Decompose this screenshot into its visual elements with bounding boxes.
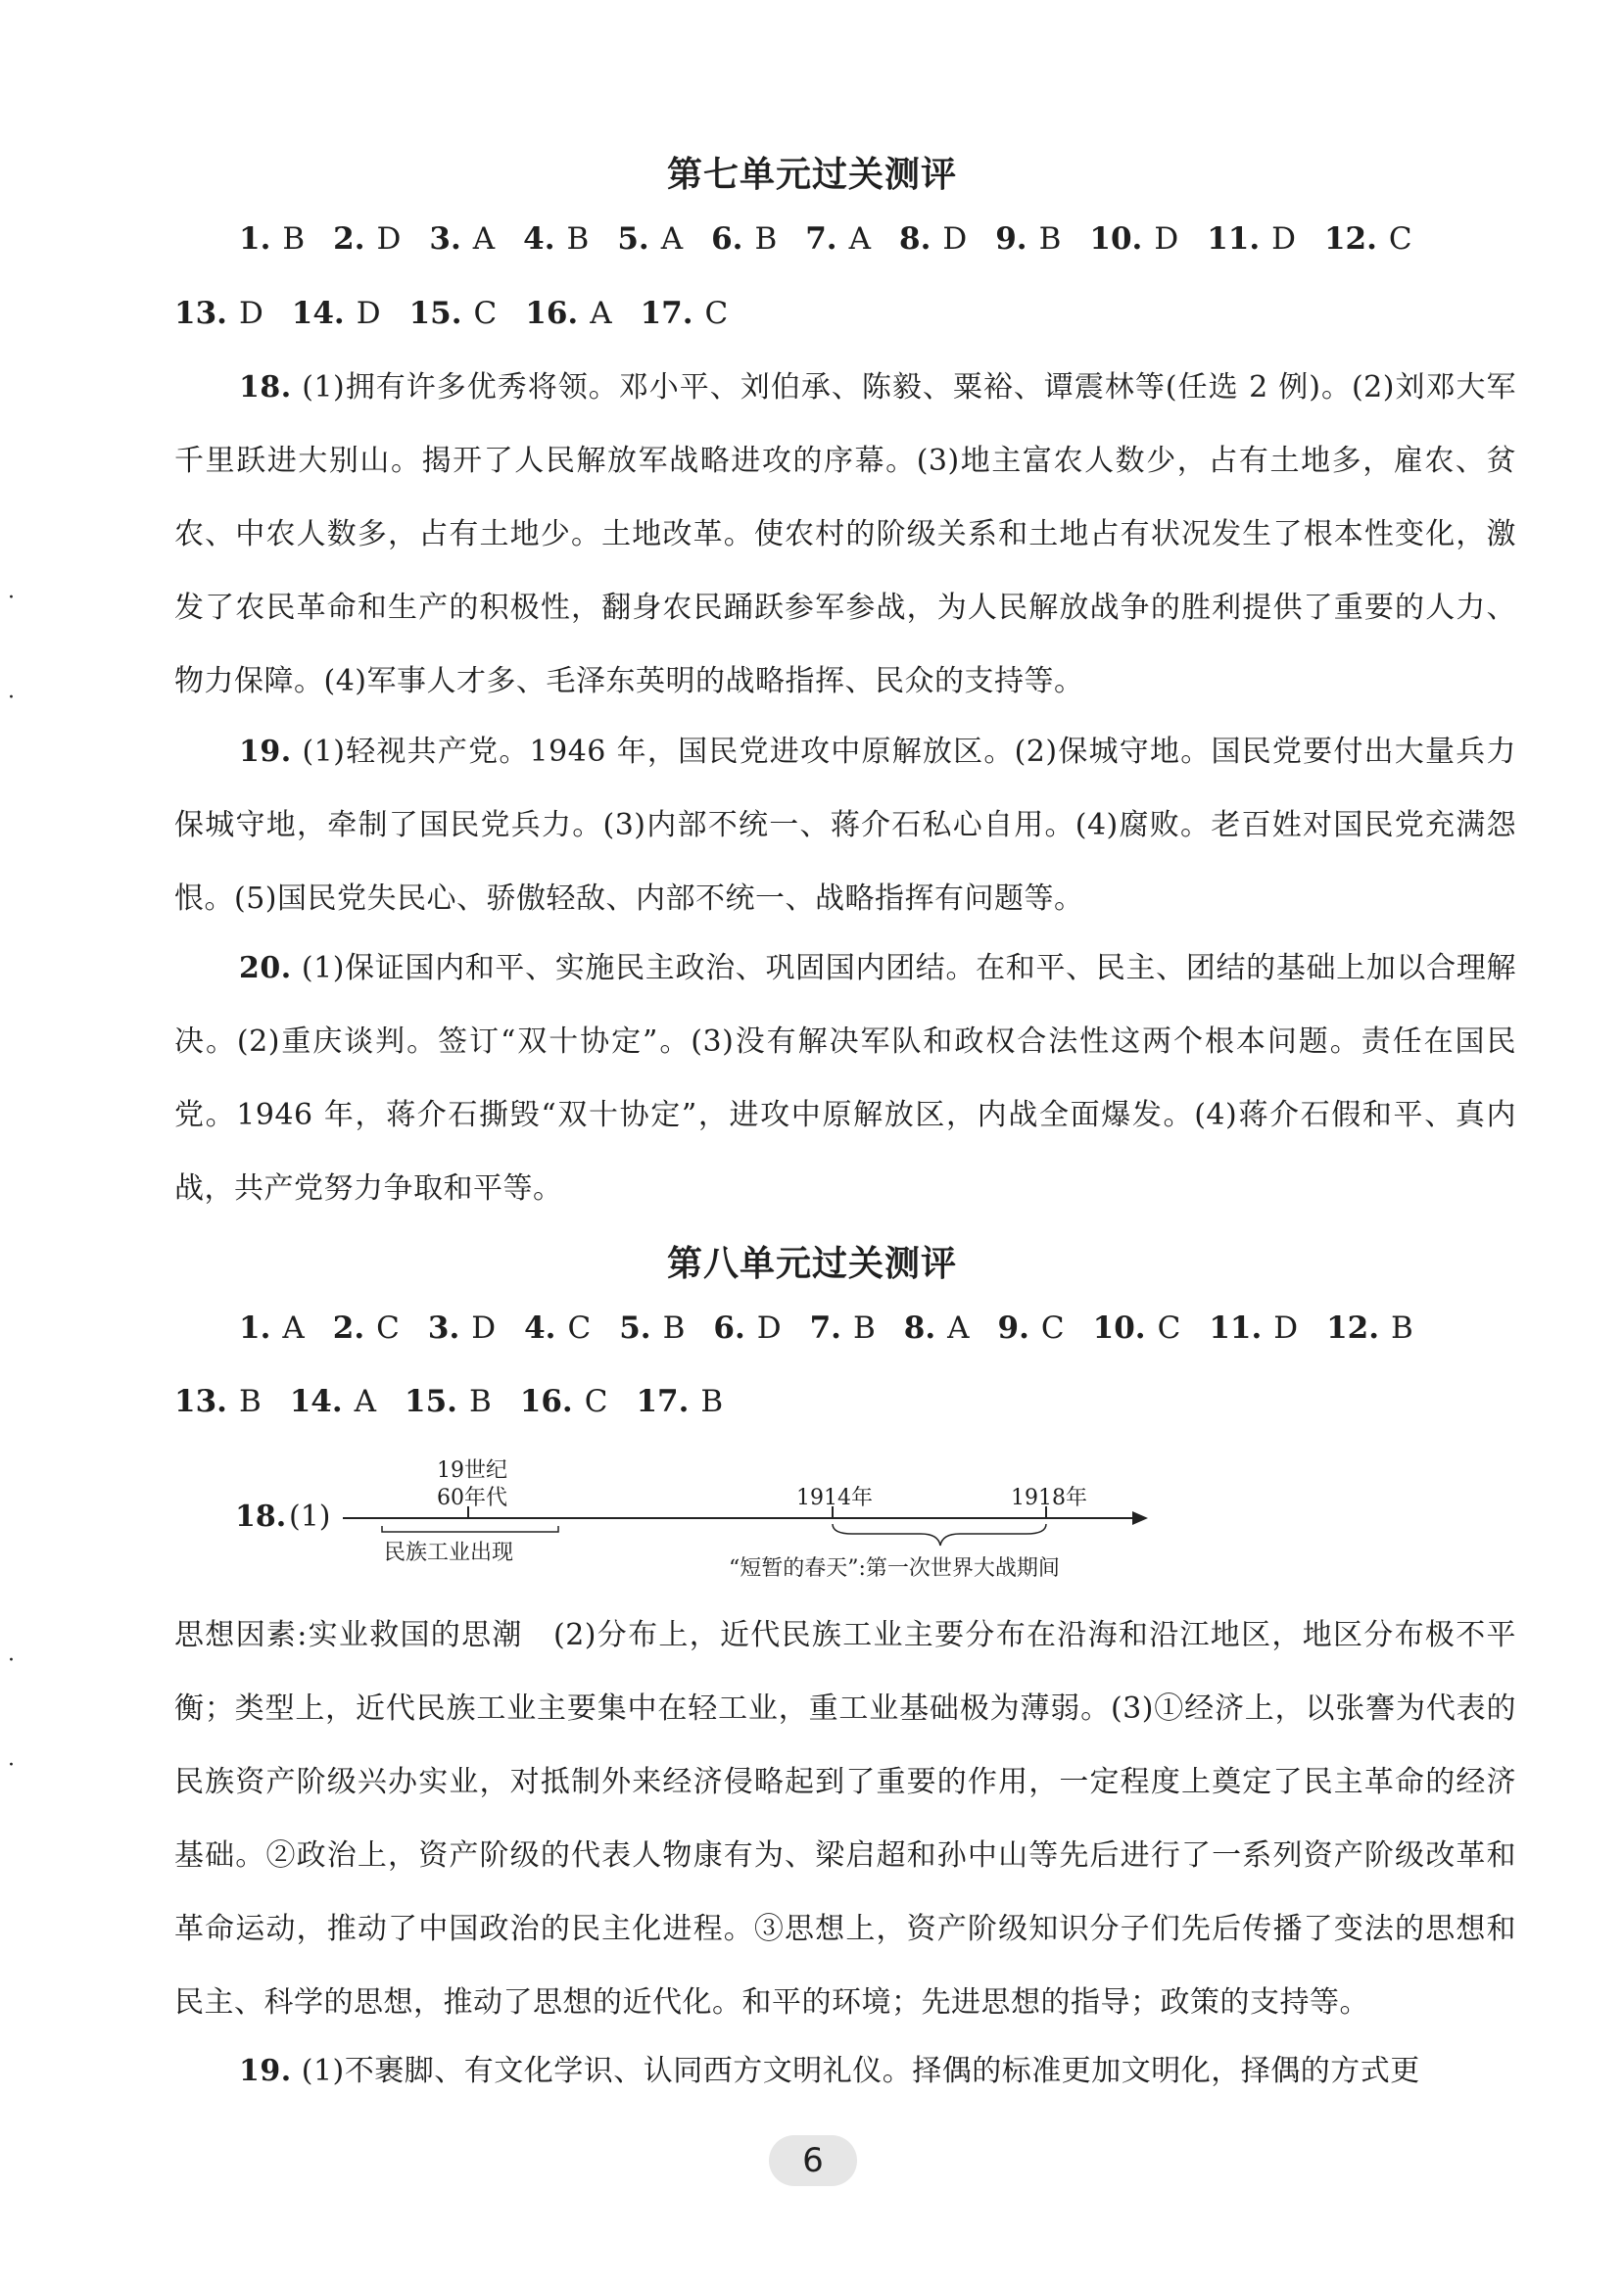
answer-choice: C xyxy=(704,296,729,331)
unit8-q18-text: 思想因素:实业救国的思潮 (2)分布上，近代民族工业主要分布在沿海和沿江地区，地区分布极不平衡；类型上，近代民族工业主要集中在轻工业，重工业基础极为薄弱。(3)①经济上，以张謇为代表的民族资产阶级兴办实业，对抵制外来经济侵略起到了重要的作用，一定程度上奠定了民主革命的经济基础。②政治上，资产阶级的代表人物康有为、梁启超和孙中山等先后进行了一系列资产阶级改革和革命运动，推动了中国政治的民主化进程。③思想上，资产阶级知识分子们先后传播了变法的思想和民主、科学的思想，推动了思想的近代化。和平的环境；先进思想的指导；政策的支持等。 xyxy=(174,1618,1516,2020)
question-number: 1. xyxy=(239,1310,271,1346)
question-number: 1. xyxy=(239,221,271,257)
answer-text: (1)拥有许多优秀将领。邓小平、刘伯承、陈毅、粟裕、谭震林等(任选 2 例)。(2)刘邓大军千里跃进大别山。揭开了人民解放军战略进攻的序幕。(3)地主富农人数少，占有土地多，雇农、贫农、中农人数多，占有土地少。土地改革。使农村的阶级关系和土地占有状况发生了根本性变化，激发了农民革命和生产的积极性，翻身农民踊跃参军参战，为人民解放战争的胜利提供了重要的人力、物力保障。(4)军事人才多、毛泽东英明的战略指挥、民众的支持等。 xyxy=(174,370,1516,698)
question-number: 16. xyxy=(519,1384,573,1419)
bracket-left xyxy=(382,1526,558,1532)
answer-choice: A xyxy=(848,221,871,257)
question-number: 11. xyxy=(1207,221,1261,257)
answer-choice: C xyxy=(1157,1310,1181,1346)
question-number: 15. xyxy=(408,296,462,331)
answer-choice: A xyxy=(472,221,496,257)
question-number: 20. xyxy=(239,951,292,985)
answer-choice: C xyxy=(1388,221,1412,257)
timeline-label-1860s-line1: 19世纪 xyxy=(437,1458,507,1483)
margin-mark: · xyxy=(8,586,15,610)
question-number: 3. xyxy=(427,1310,460,1346)
question-number: 6. xyxy=(711,221,743,257)
question-number: 15. xyxy=(405,1384,457,1419)
question-number: 18. xyxy=(235,1500,287,1534)
answer-choice: B xyxy=(468,1384,492,1419)
page-number: 6 xyxy=(769,2135,857,2186)
question-number: 19. xyxy=(239,735,292,769)
question-number: 2. xyxy=(333,221,365,257)
question-number: 18. xyxy=(239,370,292,405)
unit8-q19 xyxy=(174,2034,1516,2108)
question-number: 13. xyxy=(174,1384,227,1419)
answer-choice: D xyxy=(756,1310,782,1346)
question-number: 19. xyxy=(239,2054,292,2088)
answer-choice: A xyxy=(354,1384,377,1419)
question-number: 17. xyxy=(636,1384,690,1419)
answer-choice: D xyxy=(1154,221,1179,257)
answer-choice: C xyxy=(1040,1310,1065,1346)
answer-choice: A xyxy=(282,1310,305,1346)
timeline-arrow xyxy=(1132,1511,1148,1525)
answer-choice: D xyxy=(1273,1310,1299,1346)
question-number: 5. xyxy=(617,221,649,257)
answer-choice: A xyxy=(590,296,612,331)
answer-choice: D xyxy=(942,221,968,257)
question-number: 12. xyxy=(1323,221,1377,257)
answer-choice: B xyxy=(754,221,778,257)
answer-text: (1)轻视共产党。1946 年，国民党进攻中原解放区。(2)保城守地。国民党要付出大量兵力保城守地，牵制了国民党兵力。(3)内部不统一、蒋介石私心自用。(4)腐败。老百姓对国民党充满怨恨。(5)国民党失民心、骄傲轻敌、内部不统一、战略指挥有问题等。 xyxy=(174,735,1516,916)
question-number: 2. xyxy=(332,1310,365,1346)
answer-choice: D xyxy=(238,296,263,331)
answer-choice: A xyxy=(947,1310,970,1346)
sub-question-label: (1) xyxy=(289,1500,331,1534)
answer-choice: D xyxy=(471,1310,497,1346)
question-number: 10. xyxy=(1089,221,1143,257)
question-number: 3. xyxy=(429,221,461,257)
answer-text: (1)不裹脚、有文化学识、认同西方文明礼仪。择偶的标准更加文明化，择偶的方式更 xyxy=(301,2054,1420,2088)
answer-text: (1)保证国内和平、实施民主政治、巩固国内团结。在和平、民主、团结的基础上加以合理解决。(2)重庆谈判。签订“双十协定”。(3)没有解决军队和政权合法性这两个根本问题。责任在国民党。1946 年，蒋介石撕毁“双十协定”，进攻中原解放区，内战全面爆发。(4)蒋介石假和平、真内战，共产党努力争取和平等。 xyxy=(174,951,1516,1206)
question-number: 7. xyxy=(805,221,837,257)
answer-choice: C xyxy=(567,1310,592,1346)
answer-choice: C xyxy=(584,1384,608,1419)
timeline-label-1914: 1914年 xyxy=(796,1486,873,1510)
answer-choice: B xyxy=(238,1384,262,1419)
question-number: 6. xyxy=(713,1310,745,1346)
timeline-label-1918: 1918年 xyxy=(1011,1486,1087,1510)
answer-choice: D xyxy=(1271,221,1296,257)
answer-choice: D xyxy=(356,296,381,331)
question-number: 13. xyxy=(174,296,227,331)
answer-choice: D xyxy=(376,221,402,257)
question-number: 8. xyxy=(899,221,931,257)
timeline-caption-right: “短暂的春天”:第一次世界大战期间 xyxy=(729,1556,1060,1581)
answer-choice: B xyxy=(1391,1310,1413,1346)
margin-mark: · xyxy=(8,1648,15,1673)
question-number: 4. xyxy=(524,1310,556,1346)
question-number: 12. xyxy=(1326,1310,1380,1346)
answer-choice: B xyxy=(662,1310,686,1346)
question-number: 9. xyxy=(997,1310,1029,1346)
timeline-caption-left: 民族工业出现 xyxy=(384,1541,514,1565)
timeline-label-1860s-line2: 60年代 xyxy=(437,1486,507,1510)
question-number: 8. xyxy=(903,1310,936,1346)
question-number: 4. xyxy=(523,221,555,257)
unit8-title: 第八单元过关测评 xyxy=(666,1244,957,1284)
question-number: 11. xyxy=(1209,1310,1263,1346)
bracket-right xyxy=(833,1524,1046,1546)
answer-choice: C xyxy=(473,296,498,331)
answer-choice: B xyxy=(700,1384,724,1419)
question-number: 7. xyxy=(809,1310,841,1346)
question-number: 5. xyxy=(619,1310,651,1346)
answer-choice: B xyxy=(282,221,306,257)
margin-mark: · xyxy=(8,686,15,710)
question-number: 10. xyxy=(1092,1310,1146,1346)
question-number: 16. xyxy=(525,296,579,331)
question-number: 17. xyxy=(640,296,693,331)
answer-choice: A xyxy=(660,221,684,257)
question-number: 14. xyxy=(291,296,345,331)
answer-choice: C xyxy=(376,1310,400,1346)
margin-mark: · xyxy=(8,1753,15,1778)
question-number: 9. xyxy=(995,221,1027,257)
answer-choice: B xyxy=(1038,221,1062,257)
unit7-title: 第七单元过关测评 xyxy=(666,155,957,195)
question-number: 14. xyxy=(289,1384,343,1419)
answer-choice: B xyxy=(566,221,590,257)
answer-choice: B xyxy=(852,1310,876,1346)
